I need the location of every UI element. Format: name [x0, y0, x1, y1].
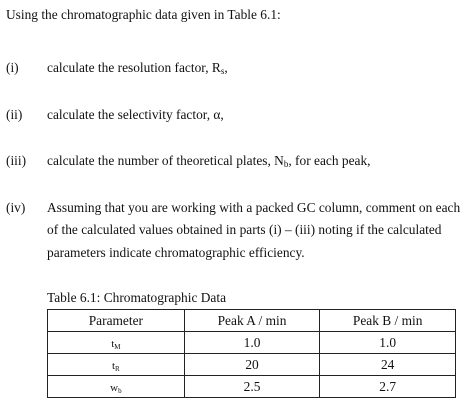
peak-b-cell: 2.7 — [320, 376, 456, 398]
table-row — [48, 332, 456, 354]
question-ii-text: calculate the selectivity factor, α, — [47, 107, 224, 122]
table-row — [48, 376, 456, 398]
peak-b-cell: 1.0 — [320, 332, 456, 354]
peak-b-cell: 24 — [320, 354, 456, 376]
question-number-iv: (iv) — [6, 200, 26, 215]
peak-a-cell: 20 — [184, 354, 320, 376]
intro-text: Using the chromatographic data given in Table 6.1: — [6, 7, 281, 22]
question-number-ii: (ii) — [6, 107, 23, 122]
header-parameter: Parameter — [48, 310, 185, 332]
question-iv-line-1: Assuming that you are working with a packed GC column, comment on each — [47, 200, 461, 215]
parameter-cell: $t_R$ — [48, 354, 185, 376]
question-i-text: calculate the resolution factor, $R_s$, — [47, 60, 228, 76]
question-number-i: (i) — [6, 60, 19, 75]
question-iii-text: calculate the number of theoretical plates, $N_b$, for each peak, — [47, 153, 371, 169]
header-peak-b: Peak B / min — [320, 310, 456, 332]
question-iv-line-3: parameters indicate chromatographic efficiency. — [47, 245, 305, 260]
peak-a-cell: 2.5 — [184, 376, 320, 398]
question-iv-line-2: of the calculated values obtained in parts (i) – (iii) noting if the calculated — [47, 222, 442, 237]
question-number-iii: (iii) — [6, 153, 27, 168]
chromatographic-data-table — [47, 309, 456, 398]
header-peak-a: Peak A / min — [184, 310, 320, 332]
peak-a-cell: 1.0 — [184, 332, 320, 354]
parameter-cell: $t_M$ — [48, 332, 185, 354]
table-caption: Table 6.1: Chromatographic Data — [47, 290, 227, 305]
parameter-cell: $w_b$ — [48, 376, 185, 398]
table-row — [48, 354, 456, 376]
table-header-row — [48, 310, 456, 332]
